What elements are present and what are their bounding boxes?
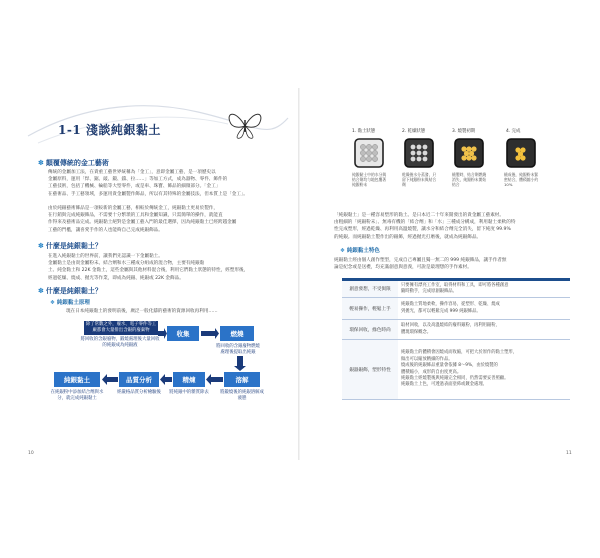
diamond-icon: ✽ — [38, 287, 44, 295]
features-table — [342, 278, 570, 400]
step-quality-analysis: 品質分析 — [119, 372, 159, 387]
feature-value: 取材回收，以及高溫燒結的廢料銀粉，再利用銀粉， 體現環保概念。 — [398, 320, 570, 340]
recycle-note: 將回收的含銀廢物，鍛燒處理後大量回收的純銀成為純銀液 — [80, 337, 160, 348]
step-silver-clay: 純銀黏土 — [54, 372, 100, 387]
feature-value: 純銀黏土的體積會因燒成而收縮，可把大於原作的黏土塑形， 做出可以縮放精細的作品。 燒成後的純銀飾品重量會依據 8～9%，由於燒製的 體積縮小，成形的自由度更高。 純銀黏土經燒製後與純銀完全相同，仍然需要妥善照顧。 純銀黏土上色，可透過表面塗佈或鍍金處理。 — [398, 340, 570, 400]
finished-state-image — [506, 138, 536, 168]
step-dissolve: 溶解 — [224, 372, 260, 387]
step-recover: 收集 — [167, 326, 199, 341]
section3-paragraph: 現在日本純銀黏土的發明前後，廣泛一般化鑄的藝術的資源回收再利用…… — [66, 309, 218, 314]
firing-state-image — [454, 138, 484, 168]
step-description: 純銀黏土中的水分與結合劑均勻地包覆著純銀粉末 — [352, 172, 387, 188]
diamond-bullet-icon: ❖ — [340, 248, 345, 254]
right-page — [300, 88, 582, 460]
table-row — [342, 340, 570, 400]
feature-key: 輕易操作，輕鬆上手 — [342, 298, 398, 320]
table-row — [342, 298, 570, 320]
feature-value: 只要擁有漂亮工作室，取得材料和工具，即可將各種創意 隨時動手，完成原創銀飾品。 — [398, 280, 570, 298]
step-label: 2. 乾燥狀態 — [402, 129, 426, 134]
table-row — [342, 280, 570, 298]
clay-note: 在純銀粉中添加結合劑與水分，就完成純銀黏土 — [50, 390, 104, 401]
burn-note: 將回收的含銀廢物燃燒處理後提取出純銀 — [216, 344, 260, 355]
subheading-silver-clay-principle: ❖ 純銀黏土原理 — [50, 300, 90, 306]
section2-paragraph: 在進入純銀黏土的世界前，讓我們先認識一下金屬黏土。 金屬黏土是由貴金屬粉末、結合劑和水三種成分組成的混合物，主要有純銀黏 土、純金黏土和 22K 金黏土，這些金屬與其他材料混合後，利用它們黏土狀態的特性，經塑形後， 經過乾燥、燒成、拋光等作業，即成為純銀、純銀或 22K 金飾品。 — [48, 254, 249, 281]
features-intro: 純銀黏土經由個人創作塑型，完成自己專屬且獨一無二的 999 純銀飾品，讓手作者無 論是紀念或是送禮，均充滿創意與意義，可說是最理想的手作素材。 — [334, 258, 507, 271]
diamond-bullet-icon: ❖ — [50, 300, 55, 306]
section1-paragraph2: 由於純銀藝術飾品是一項較新的金屬工藝，相較於傳統金工，純銀黏土更易於製作， 在行銷與完成純銀飾品，不需要十分繁瑣的工具和金屬知識，只需簡單的操作，就能直 作得來及藝術品完成。純銀黏土絕對是金屬工藝入門的最佳選擇，因為純銀黏土已經跨越金屬 工藝的門檻，讓喜愛手作的人也能夠自己完成純銀飾品。 — [48, 206, 237, 233]
left-page — [18, 88, 298, 460]
dry-state-image — [404, 138, 434, 168]
feature-key: 創意發想，不受侷限 — [342, 280, 398, 298]
features-heading: ❖ 純銀黏土特色 — [340, 248, 380, 254]
dissolve-note: 將鍛燒後的純銀溶解成液態 — [220, 390, 264, 401]
table-row — [342, 320, 570, 340]
feature-key: 環保回收，綠色時尚 — [342, 320, 398, 340]
section-heading-what-is-silver-clay-2: ✽ 什麼是純銀黏土？ — [38, 287, 102, 295]
step-label: 3. 燒製初期 — [452, 129, 476, 134]
step-description: 燒成後，純銀粉末緊密結合，體積縮小約 10% — [504, 172, 539, 188]
refine-note: 將純銀中的雜質除去 — [169, 390, 209, 395]
diamond-icon: ✽ — [38, 159, 44, 167]
chapter-title: 1-1 淺談純銀黏土 — [58, 123, 161, 137]
feature-key: 銀器銀飾，塑形特性 — [342, 340, 398, 400]
flow-arrows — [18, 88, 298, 460]
step-refine: 精煉 — [173, 372, 205, 387]
clay-state-image — [354, 138, 384, 168]
section1-paragraph1: 傳統的金屬加工法，在貴重工藝世界統稱為「金工」，意即金屬工藝，是一項歷史以 金屬原料，運用「焊、鋸、敲、鍛、鑄、拉……」等加工方式，成為器物、零件、飾件的 工藝技術，包括了機械、輪船等大型零件，或是車、珠寶、飾品的細微部分。「金工」 在藝術品、手工藝領域，多運用貴金屬製作飾品，所以有其特殊的金屬技法，但本質上是「金工」。 — [48, 170, 248, 197]
step-label: 1. 黏土狀態 — [352, 129, 376, 134]
step-description: 燒製時，結合劑燃燒消失，純銀粉末開始結合 — [452, 172, 487, 188]
section-heading-what-is-silver-clay: ✽ 什麼是純銀黏土？ — [38, 242, 102, 250]
page-number-right: 11 — [566, 451, 572, 456]
step-description: 乾燥後水分蒸發，只留下純銀粉末與結合劑 — [402, 172, 437, 188]
step-burn: 燃燒 — [220, 326, 254, 341]
feature-value: 純銀黏土質地柔軟，操作容易，從塑形、乾燥、燒成 到拋光，都可以輕鬆完成 999 純銀飾品。 — [398, 298, 570, 320]
source-waste-box: 除了常數之外，廢水、電子零件等工廠都會大量排出含銀的廢棄物 — [85, 322, 157, 333]
analysis-note: 經嚴格品質分析檢驗後 — [117, 390, 161, 395]
diamond-icon: ✽ — [38, 242, 44, 250]
section-heading-traditional-metalwork: ✽ 顛覆傳統的金工藝術 — [38, 159, 109, 167]
page-number-left: 10 — [28, 451, 34, 456]
step-label: 4. 完成 — [506, 129, 521, 134]
intro-paragraph: 「純銀黏土」是一種容易塑形的黏土。是日本近二十年來開發出的貴金屬工藝素材。 由粗細的「純銀粉末」、無毒有機的「結合劑」和「水」三種成分構成，利用黏土柔軟的特 性完成塑形，經過乾燥、再利用高溫燒製，讓水分和結合劑完全消失，留下純度 99.9% 的純銀。而純銀黏土製作出的銀飾，經過拋光打磨後，就成為純銀飾品。 — [334, 213, 516, 240]
